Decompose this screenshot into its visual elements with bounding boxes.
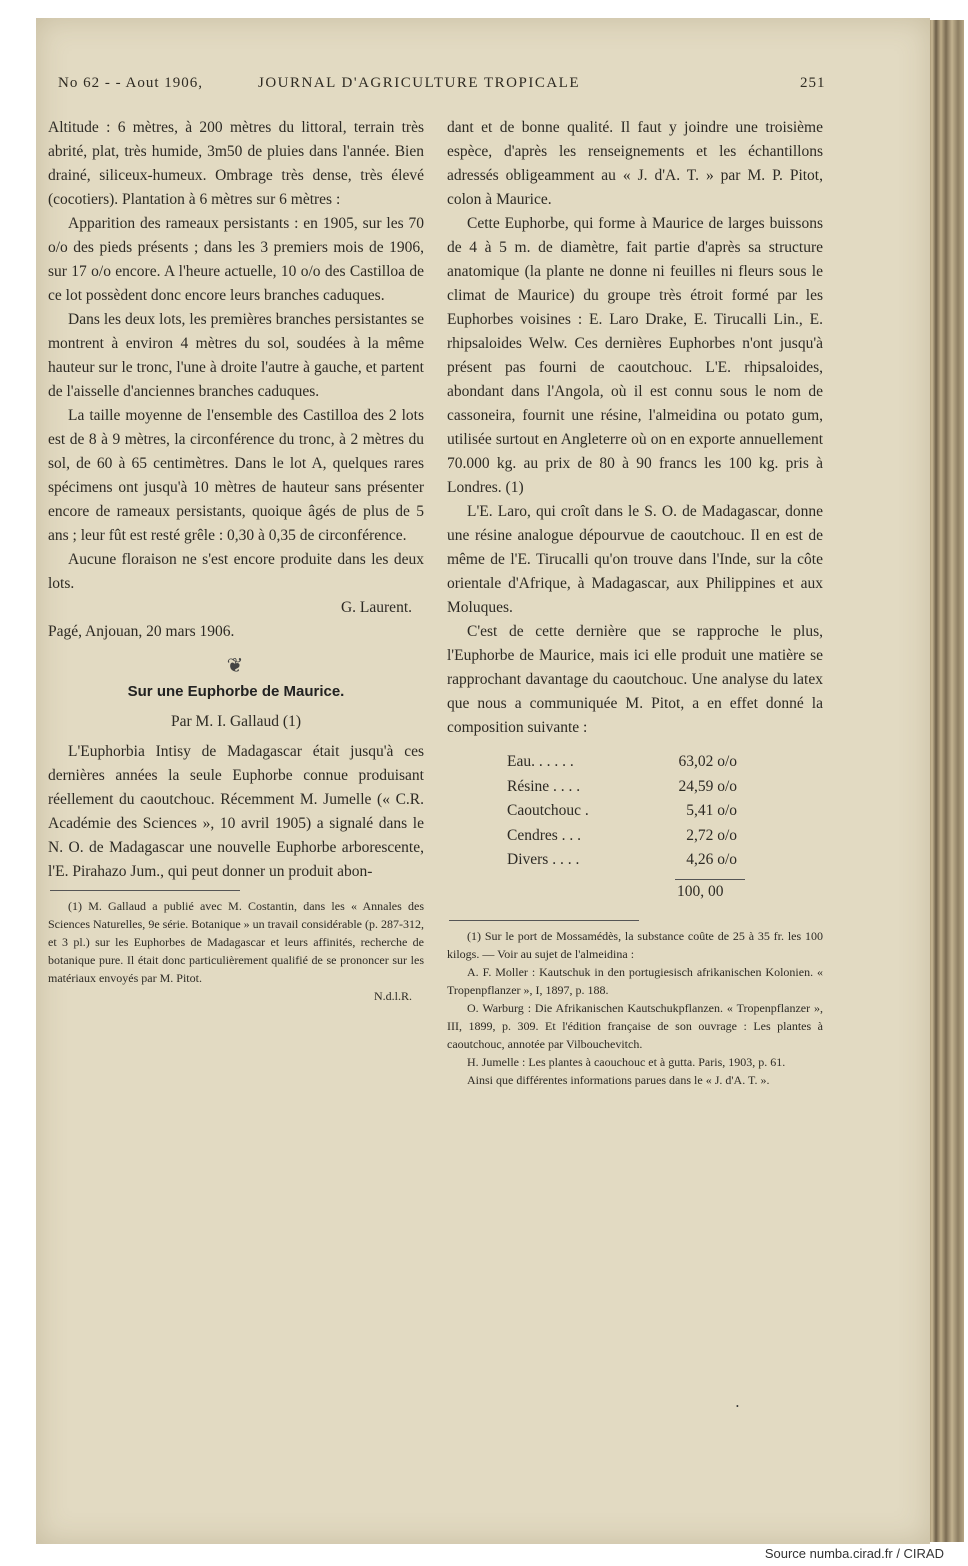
component-value: 24,59 o/o bbox=[678, 777, 737, 795]
place-date: Pagé, Anjouan, 20 mars 1906. bbox=[48, 623, 235, 640]
component-name: Caoutchouc . bbox=[507, 802, 589, 820]
table-row bbox=[507, 775, 737, 800]
footnote-text: Ainsi que différentes informations parues dans le « J. d'A. T. ». bbox=[467, 1072, 770, 1087]
component-value: 63,02 o/o bbox=[678, 753, 737, 771]
table-row bbox=[507, 799, 737, 824]
component-value: 2,72 o/o bbox=[686, 826, 737, 844]
footnote bbox=[48, 897, 424, 1005]
component-name: Cendres . . . bbox=[507, 826, 582, 844]
footnote-text: O. Warburg : Die Afrikanischen Kautschukpflanzen. « Tropenpflanzer », III, 1899, p. 309. Et l'édition française de son ouvrage : Les plantes à caoutchouc, annotée par Vilbouchevitch. bbox=[447, 1000, 823, 1051]
paragraph: Aucune floraison ne s'est encore produite dans les deux lots. bbox=[48, 551, 424, 592]
paragraph: La taille moyenne de l'ensemble des Castilloa des 2 lots est de 8 à 9 mètres, la circonférence du tronc, à 2 mètres du sol, de 60 à 65 centimètres. Dans le lot A, quelques rares spécimens ont jusqu'à 10 mètres de hauteur sans présenter encore de rameaux persistants, quoique âgés de plus de 5 ans ; leur fût est resté grêle : 0,30 à 0,35 de circonférence. bbox=[48, 407, 424, 544]
left-column bbox=[48, 116, 424, 1005]
footnotes bbox=[447, 927, 823, 1089]
paragraph: dant et de bonne qualité. Il faut y joindre une troisième espèce, d'après les renseignements et les échantillons adressés obligeamment au « J. d'A. T. » par M. P. Pitot, colon à Maurice. bbox=[447, 119, 823, 208]
component-value: 5,41 o/o bbox=[686, 802, 737, 820]
paragraph: Dans les deux lots, les premières branches persistantes se montrent à environ 4 mètres du sol, soudées à la même hauteur sur le tronc, l'une à droite l'autre à gauche, et partent de l'aisselle d'anciennes branches caduques. bbox=[48, 311, 424, 400]
footnote-rule bbox=[449, 920, 639, 921]
article-title: Sur une Euphorbe de Maurice. bbox=[127, 683, 345, 700]
stray-mark: • bbox=[736, 1402, 739, 1411]
table-row bbox=[507, 750, 737, 775]
paragraph: L'Euphorbia Intisy de Madagascar était jusqu'à ces dernières années la seule Euphorbe connue produisant réellement du caoutchouc. Récemment M. Jumelle (« C.R. Académie des Sciences », 10 avril 1905) a signalé dans le N. O. de Madagascar une nouvelle Euphorbe arborescente, l'E. Pirahazo Jum., qui peut donner un produit abon- bbox=[48, 743, 424, 880]
table-row bbox=[507, 824, 737, 849]
footnote-text: (1) M. Gallaud a publié avec M. Costantin, dans les « Annales des Sciences Naturelles, 9e série. Botanique » un travail considérable (p. 287-312, et 3 pl.) sur les Euphorbes de Madagascar et leurs affinités, recherche de botanique pure. Il était donc particulièrement qualifié de se prononcer sur les matériaux envoyés par M. Pitot. bbox=[48, 899, 424, 985]
composition-table bbox=[507, 750, 737, 873]
source-watermark: Source numba.cirad.fr / CIRAD bbox=[764, 1546, 944, 1561]
journal-title: JOURNAL D'AGRICULTURE TROPICALE bbox=[258, 75, 580, 91]
page-number: 251 bbox=[800, 75, 826, 91]
footnote-text: A. F. Moller : Kautschuk in den portugiesisch afrikanischen Kolonien. « Tropenpflanzer », I, 1897, p. 188. bbox=[447, 964, 823, 997]
paragraph: C'est de cette dernière que se rapproche le plus, l'Euphorbe de Maurice, mais ici elle produit une matière se rapprochant davantage du caoutchouc. Une analyse du latex que nous a communiquée M. Pitot, a en effet donné la composition suivante : bbox=[447, 623, 823, 736]
footnote-text: (1) Sur le port de Mossamédès, la substance coûte de 25 à 35 fr. les 100 kilogs. — Voir au sujet de l'almeidina : bbox=[447, 928, 823, 961]
paragraph: L'E. Laro, qui croît dans le S. O. de Madagascar, donne une résine analogue dépourvue de caoutchouc. Il en est de même de l'E. Tirucalli qu'on trouve dans l'Inde, sur la côte orientale d'Afrique, à Madagascar, aux Philippines et aux Moluques. bbox=[447, 503, 823, 616]
author-signature: G. Laurent. bbox=[340, 599, 412, 616]
component-value: 4,26 o/o bbox=[686, 851, 737, 869]
component-name: Eau. . . . . . bbox=[507, 753, 574, 771]
fleuron-ornament: ❦ bbox=[226, 655, 246, 677]
issue-header: No 62 - - Aout 1906, bbox=[58, 75, 203, 91]
composition-total: 100, 00 bbox=[677, 882, 724, 900]
article-byline: Par M. I. Gallaud (1) bbox=[171, 713, 301, 730]
component-name: Divers . . . . bbox=[507, 851, 580, 869]
table-row bbox=[507, 848, 737, 873]
footnote-rule bbox=[50, 890, 240, 891]
right-column bbox=[447, 116, 823, 1089]
paragraph: Apparition des rameaux persistants : en 1905, sur les 70 o/o des pieds présents ; dans les 3 premiers mois de 1906, sur 17 o/o encore. A l'heure actuelle, 10 o/o des Castilloa de ce lot possèdent donc encore leurs branches caduques. bbox=[48, 215, 424, 304]
footnote-signature: N.d.l.R. bbox=[373, 989, 412, 1003]
paragraph: Cette Euphorbe, qui forme à Maurice de larges buissons de 4 à 5 m. de diamètre, fait partie d'après sa structure anatomique (la plante ne donne ni feuilles ni fleurs sous le climat de Maurice) du groupe très étroit formé par les Euphorbes voisines : E. Laro Drake, E. Tirucalli Lin., E. rhipsaloides Welw. Ces dernières Euphorbes n'ont jusqu'à présent pas fourni de caoutchouc. L'E. rhipsaloides, abondant dans l'Angola, où il est connu sous le nom de cassoneira, fournit une résine, l'almeidina ou potato gum, utilisée surtout en Angleterre où on en exporte annuellement 70.000 kg. au prix de 80 à 90 francs les 100 kg. pris à Londres. (1) bbox=[447, 215, 823, 496]
paragraph: Altitude : 6 mètres, à 200 mètres du littoral, terrain très abrité, plat, très humide, 3m50 de pluies dans l'année. Bien drainé, siliceux-humeux. Ombrage très dense, très élevé (cocotiers). Plantation à 6 mètres sur 6 mètres : bbox=[48, 119, 424, 208]
component-name: Résine . . . . bbox=[507, 777, 581, 795]
book-spine-edge bbox=[928, 20, 964, 1542]
footnote-text: H. Jumelle : Les plantes à caouchouc et à gutta. Paris, 1903, p. 61. bbox=[467, 1054, 786, 1069]
